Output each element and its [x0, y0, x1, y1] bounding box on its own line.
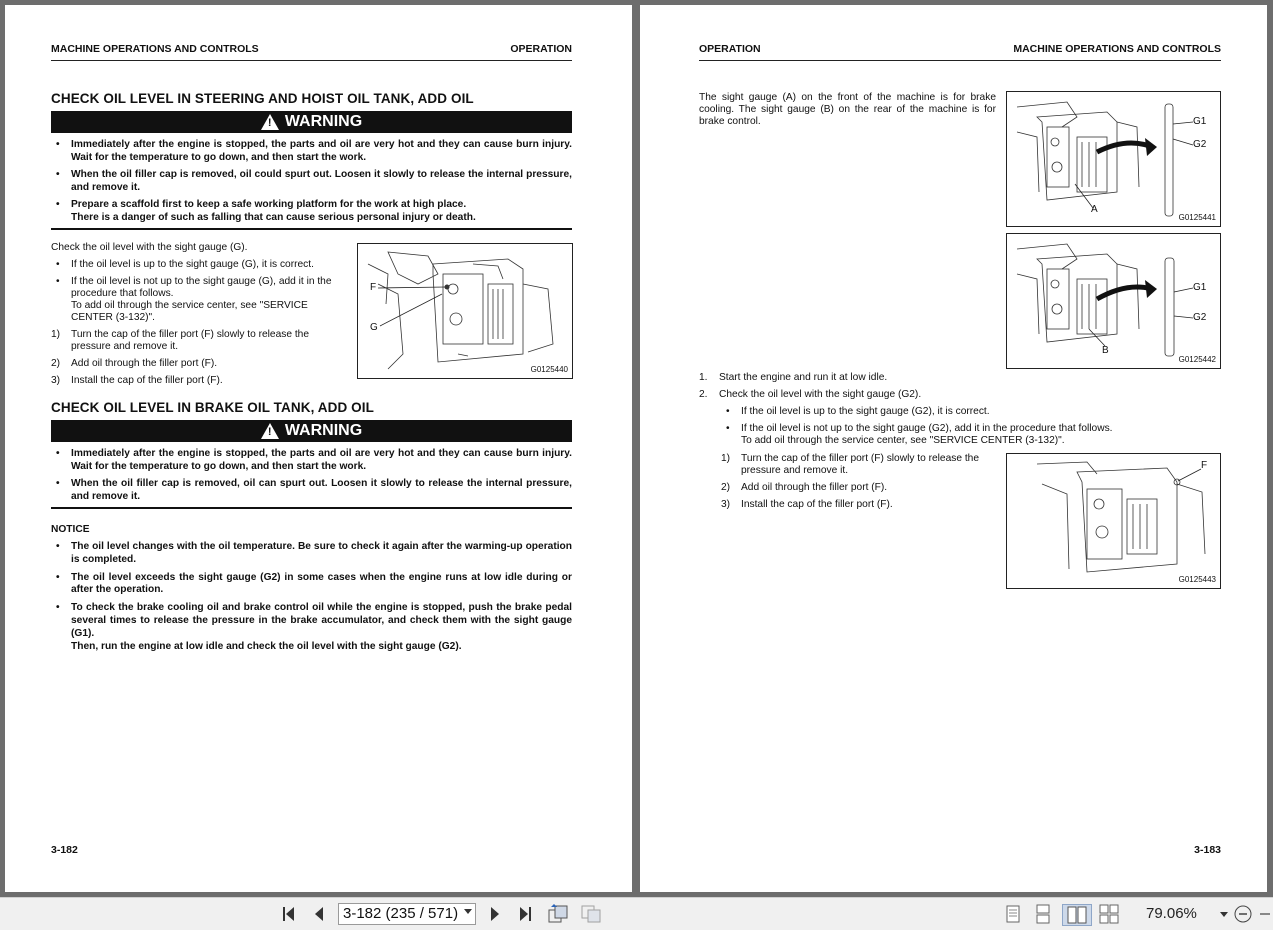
warning-item-continued: There is a danger of such as falling that can cause serious personal injury or death.: [71, 211, 476, 223]
bullet-item-continued: To add oil through the service center, see "SERVICE CENTER (3-132)".: [71, 300, 308, 323]
header-rule: [699, 60, 1221, 61]
warning-item: • Prepare a scaffold first to keep a safe working platform for the work at high place.: [51, 199, 572, 212]
chevron-down-icon[interactable]: [464, 909, 472, 914]
next-page-icon[interactable]: [485, 904, 505, 924]
bullet-item: • If the oil level is not up to the sight gauge (G), add it in the procedure that follows.: [51, 276, 351, 300]
bullet-item-continued: To add oil through the service center, see "SERVICE CENTER (3-132)".: [741, 435, 1065, 446]
continuous-icon[interactable]: [1032, 904, 1054, 924]
page-left: [5, 5, 632, 892]
bullet-item: • If the oil level is up to the sight gauge (G2), it is correct.: [721, 406, 1129, 418]
bullet-group: [699, 406, 1129, 447]
single-page-icon[interactable]: [1002, 904, 1024, 924]
first-page-icon[interactable]: [279, 904, 301, 924]
next-view-icon[interactable]: [579, 904, 603, 924]
step-item: 2) Add oil through the filler port (F).: [721, 482, 888, 493]
section-title: CHECK OIL LEVEL IN BRAKE OIL TANK, ADD OIL: [51, 400, 374, 415]
zoom-level[interactable]: 79.06%: [1146, 905, 1197, 922]
previous-view-icon[interactable]: [546, 904, 570, 924]
step-item: 2) Add oil through the filler port (F).: [51, 358, 218, 369]
warning-rule: [51, 507, 572, 509]
step-item: 2. Check the oil level with the sight gauge (G2).: [699, 389, 922, 400]
label-g2: G2: [1193, 139, 1207, 150]
notice-item-continued: Then, run the engine at low idle and check the oil level with the sight gauge (G2).: [71, 640, 462, 652]
intro-text: The sight gauge (A) on the front of the machine is for brake cooling. The sight gauge (B) on the rear of the machine is for brake control.: [699, 92, 996, 127]
machine-illustration: [1007, 234, 1220, 368]
continuous-facing-icon[interactable]: [1097, 904, 1121, 924]
label-g2: G2: [1193, 312, 1207, 323]
warning-list: [51, 139, 572, 224]
warning-label: WARNING: [284, 113, 363, 130]
notice-title: NOTICE: [51, 524, 90, 535]
warning-banner: [51, 111, 572, 133]
substep-list: [721, 453, 996, 516]
warning-item: • Immediately after the engine is stopped, the parts and oil are very hot and they can cause burn injury. Wait for the temperature to go down, and then start the work.: [51, 139, 572, 164]
warning-icon: [261, 423, 279, 439]
figure-code: G0125442: [1178, 355, 1216, 364]
zoom-out-icon[interactable]: [1233, 904, 1253, 924]
header-right: OPERATION: [510, 43, 572, 55]
label-b: B: [1102, 345, 1109, 356]
page-number-field[interactable]: [338, 903, 476, 925]
label-g: G: [370, 322, 378, 333]
label-a: A: [1091, 204, 1098, 215]
last-page-icon[interactable]: [514, 904, 536, 924]
warning-item: • Immediately after the engine is stopped, the parts and oil are very hot and they can cause burn injury. Wait for the temperature to go down, and then start the work.: [51, 448, 572, 473]
label-g1: G1: [1193, 116, 1207, 127]
figure-brake-filler: [1006, 453, 1221, 589]
prev-page-icon[interactable]: [309, 904, 329, 924]
more-icon[interactable]: [1256, 904, 1272, 924]
step-item: 1. Start the engine and run it at low idle.: [699, 372, 888, 383]
bullet-item: • If the oil level is up to the sight gauge (G), it is correct.: [51, 259, 351, 271]
figure-steering-tank: [357, 243, 573, 379]
warning-label: WARNING: [284, 422, 363, 439]
machine-illustration: [1007, 92, 1220, 226]
step-item: 1) Turn the cap of the filler port (F) slowly to release the pressure and remove it.: [721, 453, 979, 476]
warning-banner: [51, 420, 572, 442]
machine-illustration: [1007, 454, 1220, 588]
page-right: [640, 5, 1267, 892]
notice-item: • To check the brake cooling oil and brake control oil while the engine is stopped, push the brake pedal several times to release the pressure in the brake accumulator, and check them with the sight gauge (G1).: [51, 602, 572, 640]
warning-item: • When the oil filler cap is removed, oil could spurt out. Loosen it slowly to release the internal pressure, and remove it.: [51, 169, 572, 194]
notice-list: [51, 541, 572, 653]
notice-item: • The oil level exceeds the sight gauge (G2) in some cases when the engine runs at low idle during or after the operation.: [51, 572, 572, 598]
facing-icon[interactable]: [1062, 904, 1092, 926]
section-title: CHECK OIL LEVEL IN STEERING AND HOIST OIL TANK, ADD OIL: [51, 91, 474, 106]
figure-code: G0125440: [530, 365, 568, 374]
header-rule: [51, 60, 572, 61]
figure-code: G0125441: [1178, 213, 1216, 222]
page-number: 3-182: [51, 844, 78, 856]
figure-code: G0125443: [1178, 575, 1216, 584]
label-g1: G1: [1193, 282, 1207, 293]
figure-brake-cooling: [1006, 91, 1221, 227]
step-item: 3) Install the cap of the filler port (F).: [721, 499, 893, 510]
step-item: 1) Turn the cap of the filler port (F) slowly to release the pressure and remove it.: [51, 329, 309, 352]
label-f: F: [1201, 460, 1208, 471]
page-number: 3-183: [1194, 844, 1221, 856]
warning-item: • When the oil filler cap is removed, oil can spurt out. Loosen it slowly to release the internal pressure, and remove it.: [51, 478, 572, 503]
figure-brake-control: [1006, 233, 1221, 369]
procedure-list: [699, 372, 1129, 452]
intro-text: Check the oil level with the sight gauge (G).: [51, 242, 248, 253]
warning-icon: [261, 114, 279, 130]
section-body: [51, 242, 351, 392]
step-item: 3) Install the cap of the filler port (F).: [51, 375, 223, 386]
notice-item: • The oil level changes with the oil temperature. Be sure to check it again after the warming-up operation is completed.: [51, 541, 572, 567]
header-right: MACHINE OPERATIONS AND CONTROLS: [1013, 43, 1221, 55]
header-left: MACHINE OPERATIONS AND CONTROLS: [51, 43, 259, 55]
machine-illustration: [358, 244, 572, 378]
header-left: OPERATION: [699, 43, 761, 55]
warning-list: [51, 448, 572, 508]
zoom-dropdown-icon[interactable]: [1218, 904, 1230, 924]
viewer-toolbar: [0, 897, 1273, 930]
bullet-item: • If the oil level is not up to the sight gauge (G2), add it in the procedure that follows.: [721, 423, 1129, 435]
page-field-value: 3-182 (235 / 571): [343, 905, 459, 922]
label-f: F: [370, 282, 377, 293]
warning-rule: [51, 228, 572, 230]
